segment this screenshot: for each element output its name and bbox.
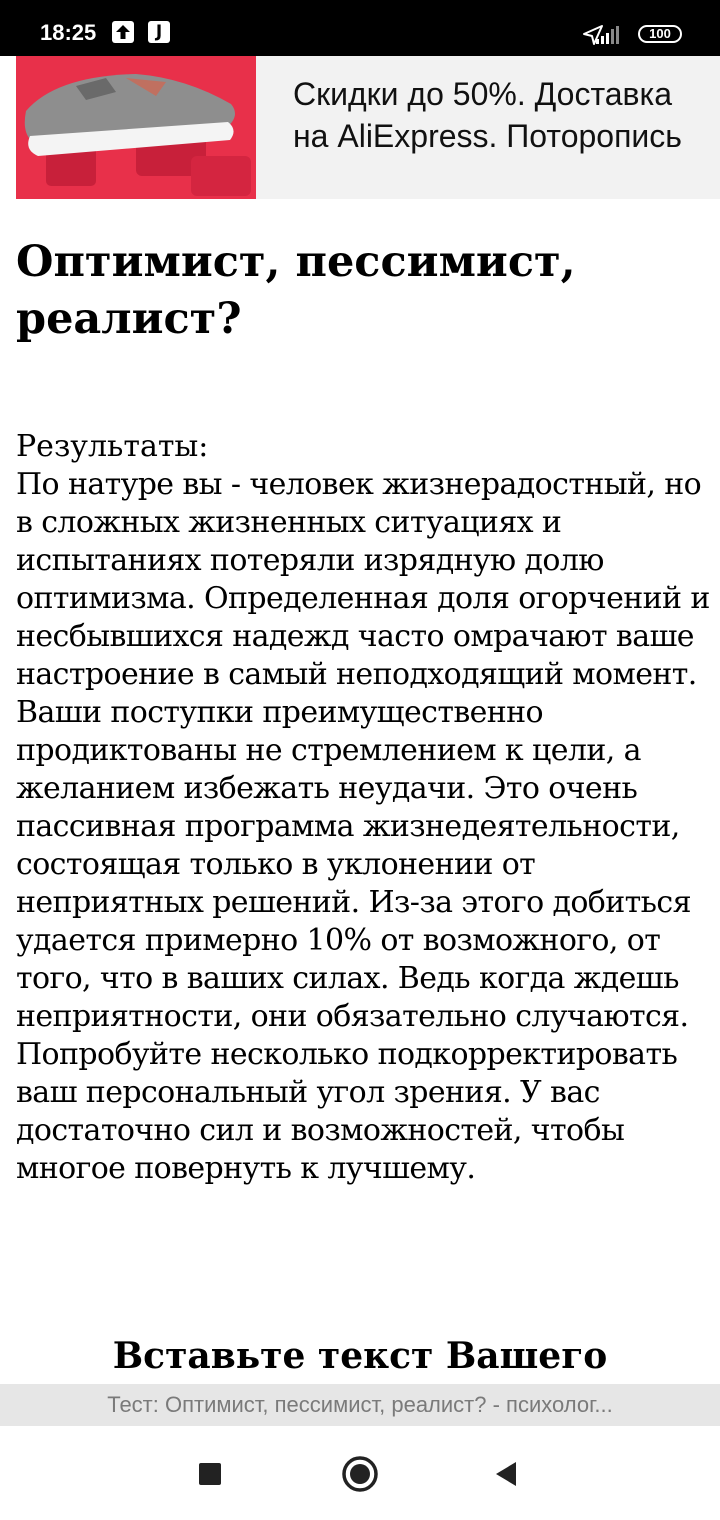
status-bar bbox=[0, 0, 720, 56]
battery-icon: 100 bbox=[638, 25, 682, 43]
back-triangle-icon[interactable] bbox=[488, 1454, 528, 1494]
status-time: 18:25 bbox=[40, 20, 97, 45]
section-heading: Вставьте текст Вашего bbox=[112, 1335, 608, 1377]
home-circle-icon[interactable] bbox=[338, 1452, 382, 1496]
results-text: По натуре вы - человек жизнерадостный, но в сложных жизненных ситуациях и испытаниях потеряли изрядную долю оптимизма. Определенная доля огорчений и несбывшихся надежд часто омрачают ваше настроение в самый неподходящий момент. Ваши поступки преимущественно продиктованы не стремлением к цели, а желанием избежать неудачи. Это очень пассивная программа жизнедеятельности, состоящая только в уклонении от неприятных решений. Из-за этого добиться удается примерно 10% от возможного, от того, что в ваших силах. Ведь когда ждешь неприятности, они обязательно случаются. Попробуйте несколько подкорректировать ваш персональный угол зрения. У вас достаточно сил и возможностей, чтобы многое повернуть к лучшему. bbox=[16, 467, 710, 1186]
article-title: Оптимист, пессимист, реалист? bbox=[16, 237, 576, 344]
recents-square-icon[interactable] bbox=[190, 1454, 230, 1494]
ad-text-line-1: Скидки до 50%. Доставка bbox=[293, 76, 673, 112]
ad-text[interactable] bbox=[293, 73, 720, 157]
ad-banner[interactable] bbox=[16, 56, 720, 199]
upload-icon bbox=[112, 21, 134, 43]
j-app-icon: J bbox=[148, 21, 170, 43]
results-label: Результаты: bbox=[16, 429, 209, 464]
ad-text-line-2: на AliExpress. Поторопись bbox=[293, 118, 682, 154]
navigation-bar bbox=[0, 1426, 720, 1520]
sneaker-product-image[interactable] bbox=[16, 56, 256, 199]
signal-icon bbox=[594, 24, 624, 46]
page-title-bar[interactable]: Тест: Оптимист, пессимист, реалист? - психолог... bbox=[0, 1384, 720, 1426]
